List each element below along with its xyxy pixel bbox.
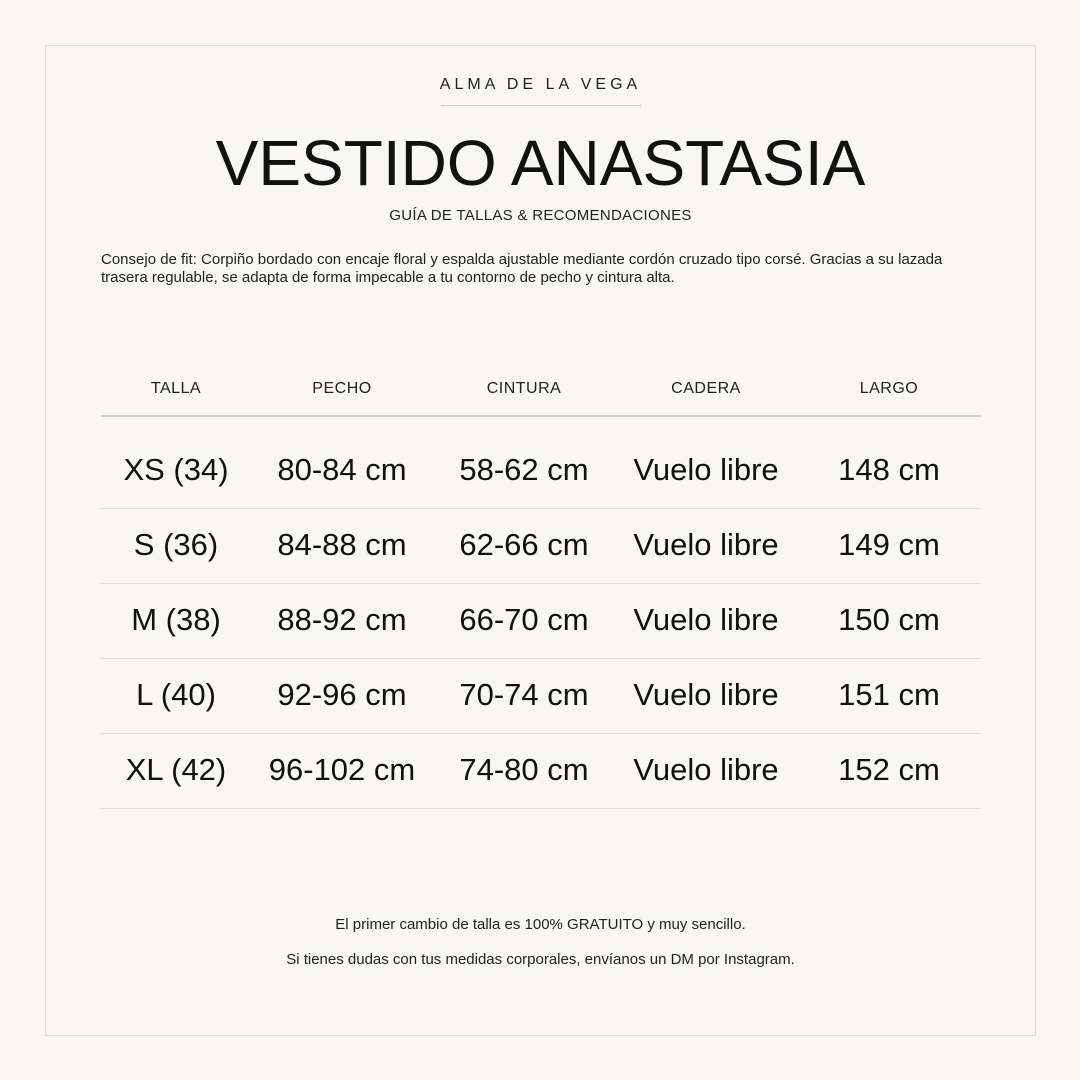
header-largo: LARGO [859,379,919,397]
cell-cadera: Vuelo libre [633,452,779,487]
table-body [101,434,981,809]
cell-cadera: Vuelo libre [633,602,779,637]
cell-cadera: Vuelo libre [633,752,779,787]
cell-talla: M (38) [131,602,221,637]
table-row [101,584,981,659]
table-header [101,366,981,417]
cell-talla: XL (42) [125,752,227,787]
table-row [101,434,981,509]
cell-pecho: 88-92 cm [277,602,407,637]
header-talla: TALLA [150,379,202,397]
cell-pecho: 96-102 cm [268,752,416,787]
table-row [101,509,981,584]
cell-talla: XS (34) [123,452,229,487]
cell-cintura: 58-62 cm [459,452,589,487]
size-guide-card [45,45,1036,1036]
cell-largo: 149 cm [838,527,940,562]
cell-talla: S (36) [133,527,219,562]
cell-cadera: Vuelo libre [633,527,779,562]
exchange-note: El primer cambio de talla es 100% GRATUITO y muy sencillo. [335,916,746,933]
brand-divider [441,105,641,106]
cell-pecho: 80-84 cm [277,452,407,487]
cell-cadera: Vuelo libre [633,677,779,712]
cell-talla: L (40) [136,677,216,712]
page-subtitle: GUÍA DE TALLAS & RECOMENDACIONES [389,207,692,224]
cell-cintura: 66-70 cm [459,602,589,637]
size-table [101,366,981,809]
cell-cintura: 74-80 cm [459,752,589,787]
product-title: VESTIDO ANASTASIA [215,127,866,199]
cell-largo: 152 cm [838,752,940,787]
cell-largo: 151 cm [838,677,940,712]
cell-pecho: 92-96 cm [277,677,407,712]
cell-cintura: 62-66 cm [459,527,589,562]
table-row [101,734,981,809]
fit-tip: Consejo de fit: Corpiño bordado con encaje floral y espalda ajustable mediante cordón cruzado tipo corsé. Gracias a su lazada trasera regulable, se adapta de forma impecable a tu contorno de pecho y cintura alta. [101,251,943,286]
cell-largo: 148 cm [838,452,940,487]
cell-pecho: 84-88 cm [277,527,407,562]
table-row [101,659,981,734]
header-cintura: CINTURA [486,379,562,397]
header-cadera: CADERA [671,379,741,397]
cell-cintura: 70-74 cm [459,677,589,712]
cell-largo: 150 cm [838,602,940,637]
header-pecho: PECHO [312,379,372,397]
brand-name: ALMA DE LA VEGA [439,76,642,93]
contact-note: Si tienes dudas con tus medidas corporales, envíanos un DM por Instagram. [286,951,795,968]
